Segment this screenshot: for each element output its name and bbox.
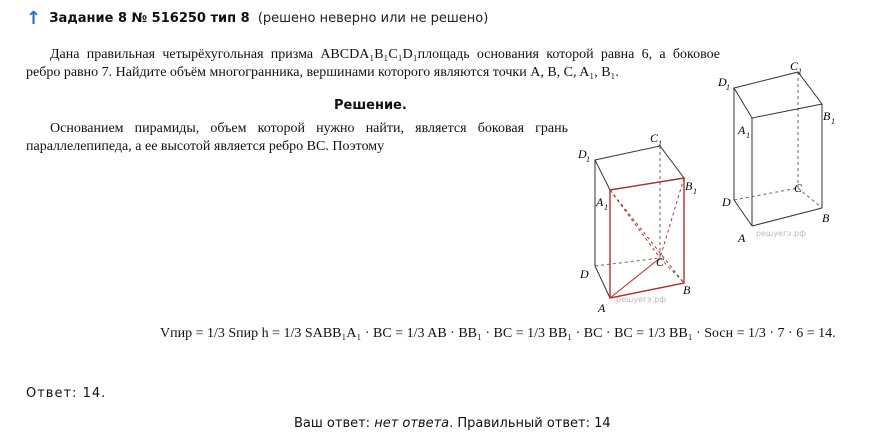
label-b1: B (685, 179, 693, 193)
figure2-watermark: решуегэ.рф (756, 229, 807, 238)
label-c1: C (790, 59, 799, 73)
problem-figure (718, 58, 838, 248)
label-b1-sub: 1 (831, 117, 835, 126)
figure1-watermark: решуегэ.рф (616, 295, 667, 304)
correct-answer-value: 14 (594, 416, 611, 431)
up-arrow-icon[interactable]: ↑ (26, 8, 42, 29)
label-c1: C (650, 131, 659, 145)
label-a1-sub: 1 (746, 131, 750, 140)
user-answer-value: нет ответа (374, 416, 450, 431)
task-status: (решено неверно или не решено) (257, 11, 489, 26)
problem-text: Дана правильная четырёхугольная призма ABCDA₁B₁C₁D₁площадь основания которой равна 6, а боковое ребро равно 7. Найдите объём многогранника, вершинами которого являются точки A, B, C, A₁, B₁. (26, 47, 720, 80)
label-a1: A (596, 195, 604, 209)
solution-title: Решение. (334, 98, 407, 113)
task-header (26, 6, 488, 27)
answer-value: 14. (82, 386, 107, 401)
label-a: A (738, 231, 746, 245)
label-b1-sub: 1 (693, 187, 697, 196)
label-a: A (598, 301, 606, 315)
correct-answer-label: . Правильный ответ: (449, 416, 590, 431)
label-d1: D (578, 147, 587, 161)
user-answer-prefix: Ваш ответ: (294, 416, 371, 431)
label-c1-sub: 1 (658, 139, 662, 148)
answer-label: Ответ: (26, 386, 78, 401)
label-d: D (722, 195, 731, 209)
label-c: C (656, 255, 665, 269)
user-answer-line (294, 416, 611, 431)
label-a1: A (738, 123, 746, 137)
solution-text: Основанием пирамиды, объем которой нужно найти, является боковая грань параллелепипеда, а ее высотой является ребро BC. Поэтому (26, 121, 568, 154)
label-b1: B (823, 109, 831, 123)
answer-line (26, 386, 106, 401)
label-b: B (822, 211, 830, 225)
label-c1-sub: 1 (798, 67, 802, 76)
label-d: D (580, 267, 589, 281)
label-d1-sub: 1 (586, 155, 590, 164)
label-b: B (683, 283, 691, 297)
volume-formula: Vпир = 1/3 Sпир h = 1/3 SABB₁A₁ · BC = 1/3 AB · BB₁ · BC = 1/3 BB₁ · BC · BC = 1/3 BB₁ · Sосн = 1/3 · 7 · 6 = 14. (160, 326, 836, 341)
label-a1-sub: 1 (604, 203, 608, 212)
task-title[interactable]: Задание 8 № 516250 тип 8 (49, 11, 250, 26)
label-c: C (794, 181, 803, 195)
solution-figure (572, 128, 702, 318)
label-d1: D (718, 75, 727, 89)
label-d1-sub: 1 (726, 83, 730, 92)
